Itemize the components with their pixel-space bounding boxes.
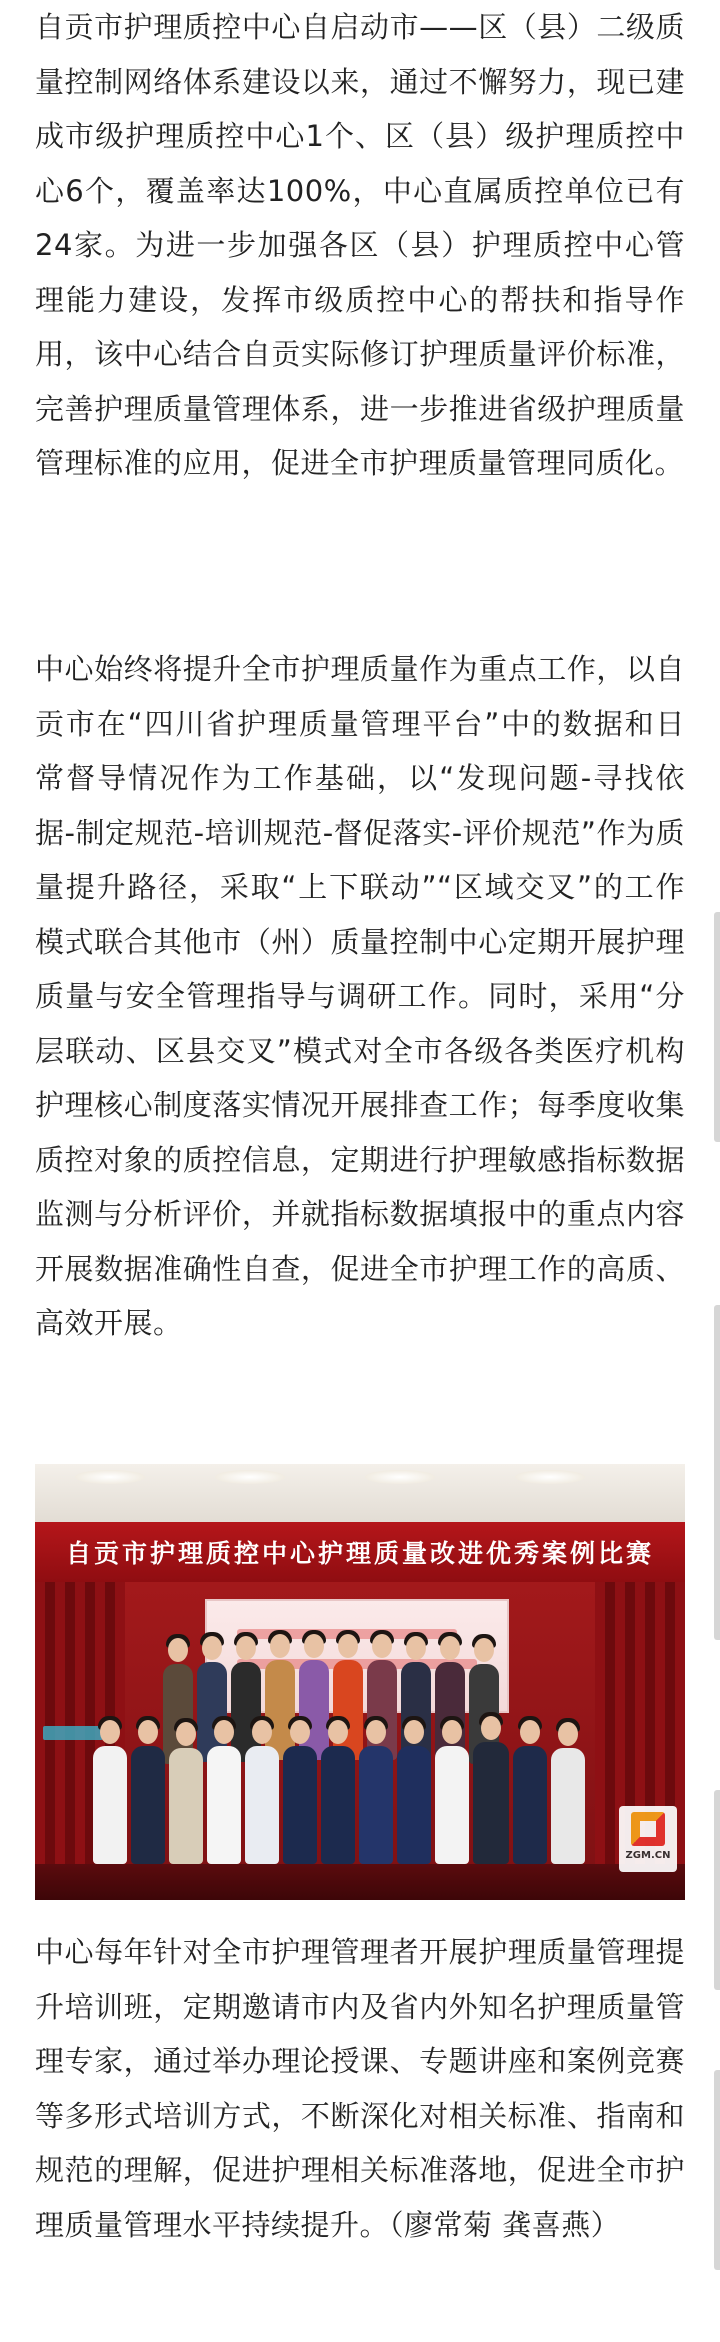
person xyxy=(245,1746,279,1864)
zgm-logo-icon xyxy=(631,1812,665,1846)
event-group-photo xyxy=(35,1464,685,1900)
scroll-indicator xyxy=(714,2070,720,2270)
event-banner xyxy=(35,1522,685,1585)
person xyxy=(333,1660,363,1760)
person xyxy=(473,1742,509,1864)
scroll-indicator xyxy=(714,912,720,1142)
person xyxy=(265,1660,295,1760)
person xyxy=(397,1746,431,1864)
person xyxy=(93,1746,127,1864)
person xyxy=(283,1746,317,1864)
person xyxy=(169,1748,203,1864)
person xyxy=(367,1660,397,1760)
person xyxy=(359,1746,393,1864)
article-paragraph-1: 自贡市护理质控中心自启动市——区（县）二级质量控制网络体系建设以来，通过不懈努力，现已建成市级护理质控中心1个、区（县）级护理质控中心6个，覆盖率达100%，中心直属质控单位已有24家。为进一步加强各区（县）护理质控中心管理能力建设，发挥市级质控中心的帮扶和指导作用，该中心结合自贡实际修订护理质量评价标准，完善护理质量管理体系，进一步推进省级护理质量管理标准的应用，促进全市护理质量管理同质化。 xyxy=(35,10,685,480)
banner-text: 自贡市护理质控中心护理质量改进优秀案例比赛 xyxy=(65,1539,654,1568)
scroll-indicator xyxy=(714,1305,720,1640)
screen-logo xyxy=(43,1726,103,1740)
zgm-watermark-logo xyxy=(619,1806,677,1872)
ceiling-light xyxy=(515,1470,585,1484)
scroll-indicator xyxy=(714,1790,720,1990)
person xyxy=(513,1746,547,1864)
person xyxy=(131,1746,165,1864)
ceiling-light xyxy=(75,1470,145,1484)
person xyxy=(299,1660,329,1760)
stage-floor xyxy=(35,1864,685,1900)
person xyxy=(551,1748,585,1864)
article-paragraph-2: 中心始终将提升全市护理质量作为重点工作，以自贡市在“四川省护理质量管理平台”中的数据和日常督导情况作为工作基础，以“发现问题-寻找依据-制定规范-培训规范-督促落实-评价规范”作为质量提升路径，采取“上下联动”“区域交叉”的工作模式联合其他市（州）质量控制中心定期开展护理质量与安全管理指导与调研工作。同时，采用“分层联动、区县交叉”模式对全市各级各类医疗机构护理核心制度落实情况开展排查工作；每季度收集质控对象的质控信息，定期进行护理敏感指标数据监测与分析评价，并就指标数据填报中的重点内容开展数据准确性自查，促进全市护理工作的高质、高效开展。 xyxy=(35,652,685,1340)
person xyxy=(435,1746,469,1864)
watermark-text: ZGM.CN xyxy=(625,1850,671,1861)
article-paragraph-3: 中心每年针对全市护理管理者开展护理质量管理提升培训班，定期邀请市内及省内外知名护理质量管理专家，通过举办理论授课、专题讲座和案例竞赛等多形式培训方式，不断深化对相关标准、指南和规范的理解，促进护理相关标准落地，促进全市护理质量管理水平持续提升。（廖常菊 龚喜燕） xyxy=(35,1935,685,2242)
ceiling-light xyxy=(215,1470,285,1484)
person xyxy=(321,1746,355,1864)
ceiling-light xyxy=(365,1470,435,1484)
person xyxy=(207,1746,241,1864)
